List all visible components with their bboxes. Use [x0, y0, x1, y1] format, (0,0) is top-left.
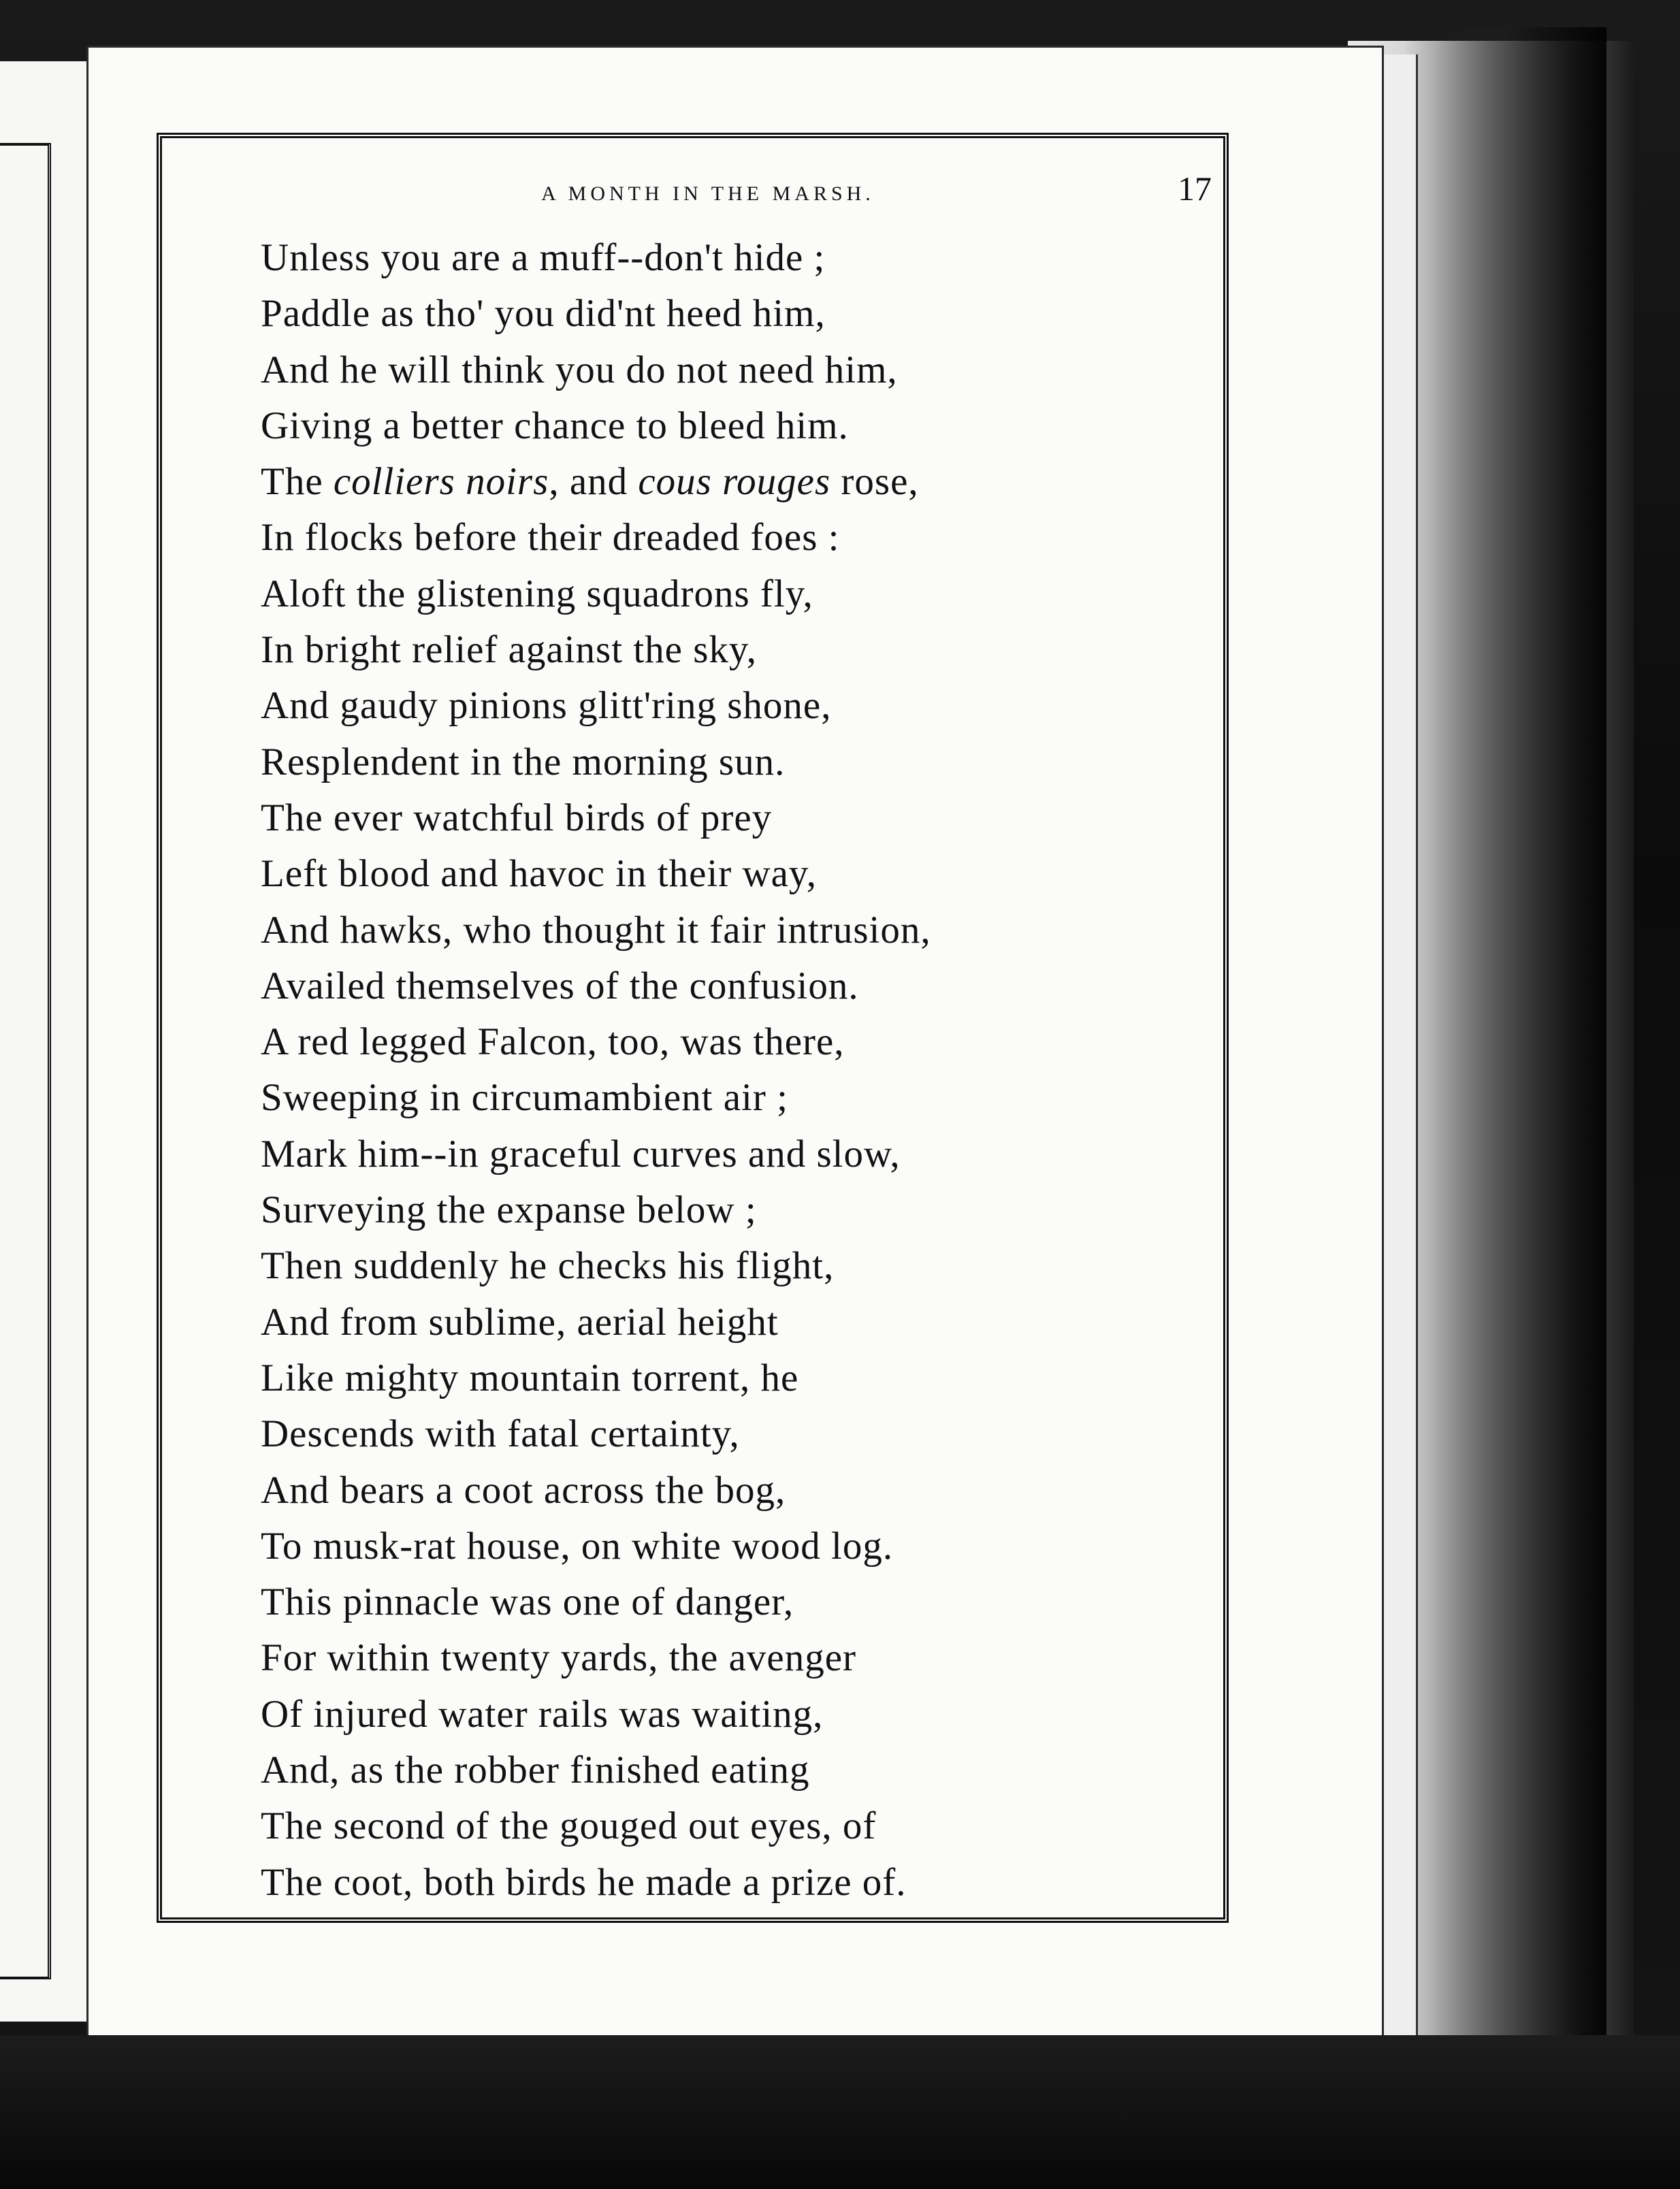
poem-line: And gaudy pinions glitt'ring shone,: [261, 684, 832, 728]
poem-line: A red legged Falcon, too, was there,: [261, 1020, 845, 1064]
poem-line: Resplendent in the morning sun.: [261, 740, 786, 783]
poem-line: Sweeping in circumambient air ;: [261, 1076, 788, 1120]
poem-line: And he will think you do not need him,: [261, 348, 898, 391]
italic-french-term: colliers noirs: [333, 460, 549, 504]
page-number: 17: [1178, 169, 1212, 208]
running-head: A MONTH IN THE MARSH.: [541, 182, 875, 205]
page-stack-shadow: [1402, 27, 1606, 2076]
poem-line: Unless you are a muff--don't hide ;: [261, 236, 826, 279]
poem-line: Paddle as tho' you did'nt heed him,: [261, 292, 826, 336]
line-text: rose,: [830, 460, 919, 504]
poem-line: Of injured water rails was waiting,: [261, 1692, 824, 1736]
facing-page-border: [0, 143, 51, 1979]
poem-line: And hawks, who thought it fair intrusion,: [261, 908, 931, 952]
poem-line: Descends with fatal certainty,: [261, 1412, 740, 1456]
poem-line: In bright relief against the sky,: [261, 628, 757, 672]
poem-line: And from sublime, aerial height: [261, 1300, 779, 1344]
italic-french-term: cous rouges: [638, 460, 831, 504]
poem-line: Mark him--in graceful curves and slow,: [261, 1132, 901, 1175]
scan-bottom-edge: [0, 2035, 1680, 2189]
poem-line: Surveying the expanse below ;: [261, 1188, 757, 1232]
poem-text: [261, 230, 1180, 1911]
poem-line: And bears a coot across the bog,: [261, 1468, 786, 1512]
poem-line: In flocks before their dreaded foes :: [261, 516, 840, 560]
poem-line: Like mighty mountain torrent, he: [261, 1356, 799, 1399]
poem-line: Giving a better chance to bleed him.: [261, 404, 849, 447]
poem-line: Aloft the glistening squadrons fly,: [261, 572, 813, 615]
line-text: The: [261, 460, 334, 504]
poem-line: [261, 454, 1180, 510]
poem-line: To musk-rat house, on white wood log.: [261, 1524, 894, 1568]
poem-line: Left blood and havoc in their way,: [261, 852, 817, 896]
poem-line: This pinnacle was one of danger,: [261, 1580, 794, 1624]
poem-line: Then suddenly he checks his flight,: [261, 1244, 835, 1288]
poem-line: The coot, both birds he made a prize of.: [261, 1860, 907, 1904]
line-text: , and: [549, 460, 639, 504]
poem-line: The second of the gouged out eyes, of: [261, 1804, 877, 1848]
poem-line: The ever watchful birds of prey: [261, 796, 773, 839]
poem-line: Availed themselves of the confusion.: [261, 964, 859, 1007]
poem-line: And, as the robber finished eating: [261, 1749, 810, 1792]
poem-line: For within twenty yards, the avenger: [261, 1636, 856, 1680]
